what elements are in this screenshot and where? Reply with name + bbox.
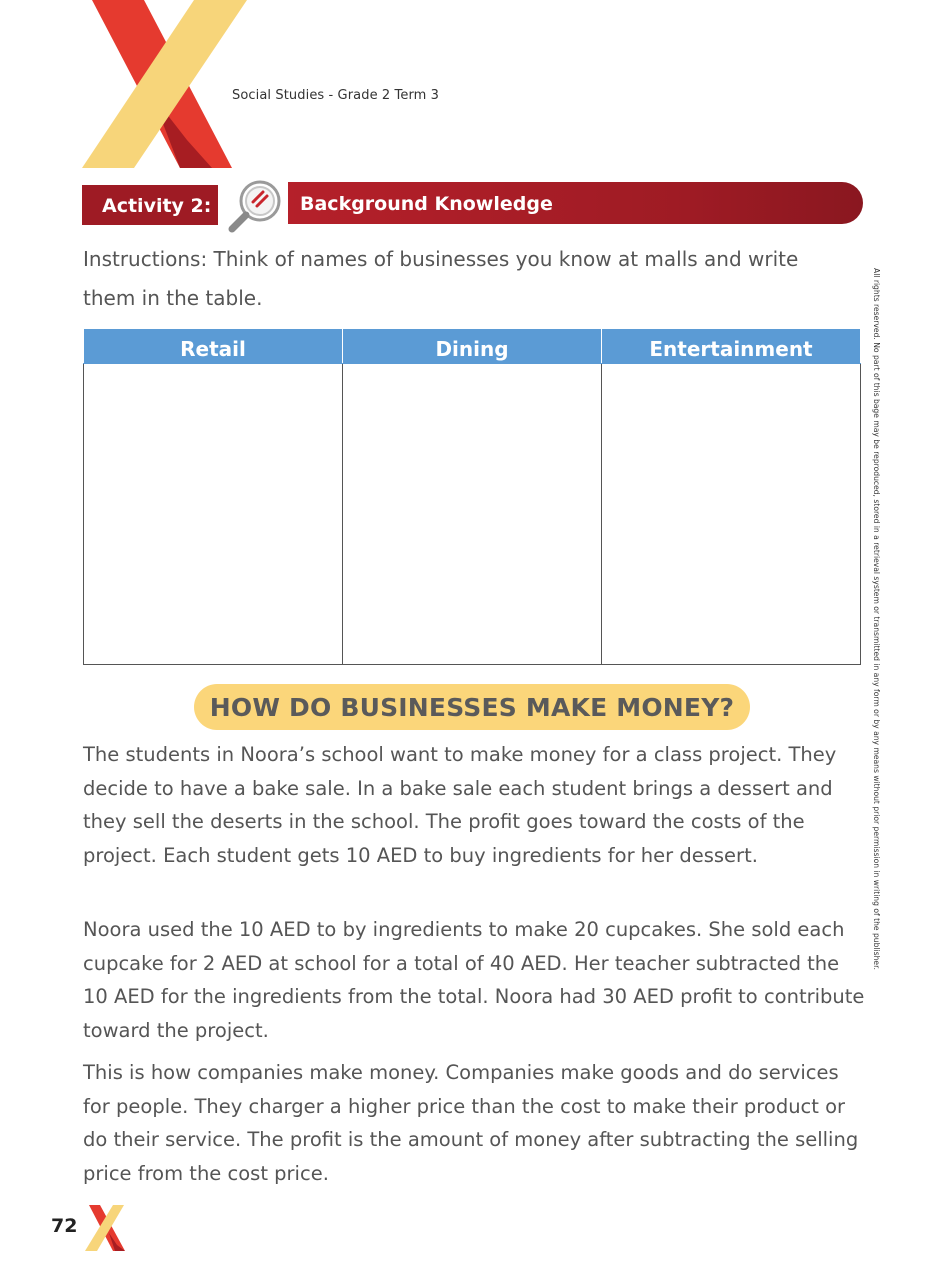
brand-logo-small-icon [85,1205,125,1251]
activity-title-banner: Background Knowledge [288,182,863,224]
copyright-text: All rights reserved. No part of this bage may be reproduced, stored in a retrieval system or transmitted in any form or by any means without prior permission in writing of the publisher. [872,268,881,970]
instructions-text: Instructions: Think of names of businesses you know at malls and write them in the table. [83,247,799,310]
brand-logo-icon [82,0,252,168]
retail-answer-cell[interactable] [84,364,343,665]
column-header-retail: Retail [84,329,343,364]
paragraph-noora-cupcakes: Noora used the 10 AED to by ingredients to make 20 cupcakes. She sold each cupcake for 2 AED at school for a total of 40 AED. Her teacher subtracted the 10 AED for the ingredients from the total. Noora had 30 AED profit to contribute toward the project. [83,918,865,1042]
column-header-entertainment: Entertainment [602,329,861,364]
paragraph-bake-sale: The students in Noora’s school want to make money for a class project. They decide to have a bake sale. In a bake sale each student brings a dessert and they sell the deserts in the school. The profit goes toward the costs of the project. Each student gets 10 AED to buy ingredients for her dessert. [83,743,837,867]
dining-answer-cell[interactable] [343,364,602,665]
paragraph-companies-profit: This is how companies make money. Companies make goods and do services for people. They charger a higher price than the cost to make their product or do their service. The profit is the amount of money after subtracting the selling price from the cost price. [83,1061,859,1185]
magnifying-glass-icon [224,177,286,235]
copyright-notice [869,268,883,1008]
column-header-dining: Dining [343,329,602,364]
entertainment-answer-cell[interactable] [602,364,861,665]
section-title: HOW DO BUSINESSES MAKE MONEY? [194,684,750,730]
business-table [83,328,861,665]
activity-label: Activity 2: [82,185,218,225]
page-number: 72 [51,1215,78,1237]
subject-header: Social Studies - Grade 2 Term 3 [232,88,440,103]
